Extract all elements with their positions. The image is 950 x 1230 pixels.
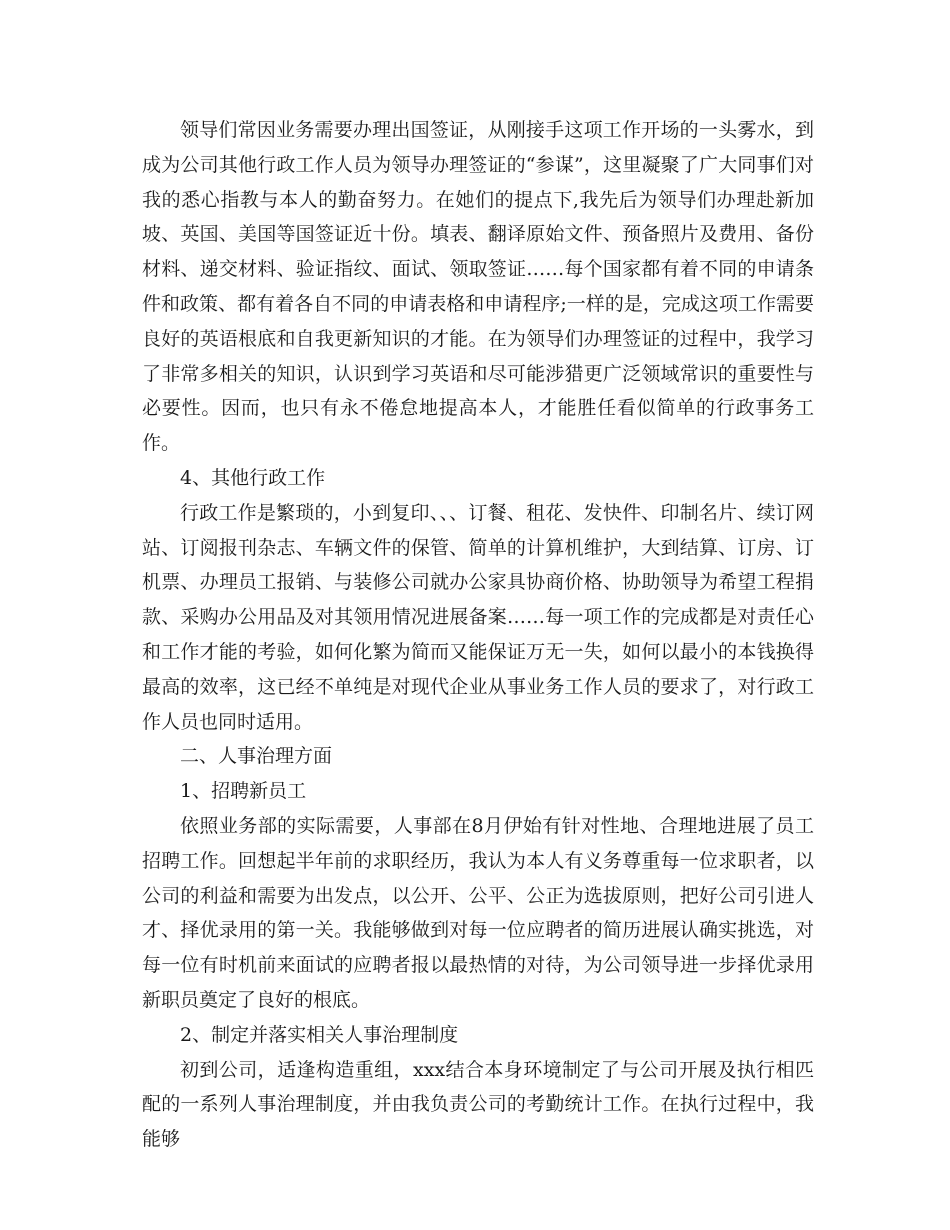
heading-other-admin-work: 4、其他行政工作 xyxy=(180,466,326,489)
paragraph-admin-work: 行政工作是繁琐的，小到复印、、、订餐、租花、发快件、印制名片、续订网站、订阅报刊杂志、车辆文件的保管、简单的计算机维护，大到结算、订房、订机票、办理员工报销、与装修公司就办公家具协商价格、协助领导为希望工程捐款、采购办公用品及对其领用情况进展备案……每一项工作的完成都是对责任心和工作才能的考验，如何化繁为简而又能保证万无一失，如何以最小的本钱换得最高的效率，这已经不单纯是对现代企业从事业务工作人员的要求了，对行政工作人员也同时适用。 xyxy=(142,501,814,733)
paragraph-visa: 领导们常因业务需要办理出国签证，从刚接手这项工作开场的一头雾水，到成为公司其他行政工作人员为领导办理签证的“参谋”，这里凝聚了广大同事们对我的悉心指教与本人的勤奋努力。在她们的提点下,我先后为领导们办理赴新加坡、英国、美国等国签证近十份。填表、翻译原始文件、预备照片及费用、备份材料、递交材料、验证指纹、面试、领取签证……每个国家都有着不同的申请条件和政策、都有着各自不同的申请表格和申请程序;一样的是，完成这项工作需要良好的英语根底和自我更新知识的才能。在为领导们办理签证的过程中，我学习了非常多相关的知识，认识到学习英语和尽可能涉猎更广泛领域常识的重要性与必要性。因而，也只有永不倦怠地提高本人，才能胜任看似简单的行政事务工作。 xyxy=(142,119,814,455)
heading-recruit: 1、招聘新员工 xyxy=(180,780,307,803)
paragraph-recruit: 依照业务部的实际需要，人事部在8月伊始有针对性地、合理地进展了员工招聘工作。回想起半年前的求职经历，我认为本人有义务尊重每一位求职者，以公司的利益和需要为出发点，以公开、公平、公正为选拔原则，把好公司引进人才、择优录用的第一关。我能够做到对每一位应聘者的简历进展认确实挑选，对每一位有时机前来面试的应聘者报以最热情的对待，为公司领导进一步择优录用新职员奠定了良好的根底。 xyxy=(142,814,814,1011)
heading-hr-management: 二、人事治理方面 xyxy=(180,745,333,768)
document-body xyxy=(142,113,814,1157)
paragraph-hr-policy: 初到公司，适逢构造重组，xxx结合本身环境制定了与公司开展及执行相匹配的一系列人事治理制度，并由我负责公司的考勤统计工作。在执行过程中，我能够 xyxy=(142,1058,814,1151)
heading-hr-policy: 2、制定并落实相关人事治理制度 xyxy=(180,1023,459,1046)
